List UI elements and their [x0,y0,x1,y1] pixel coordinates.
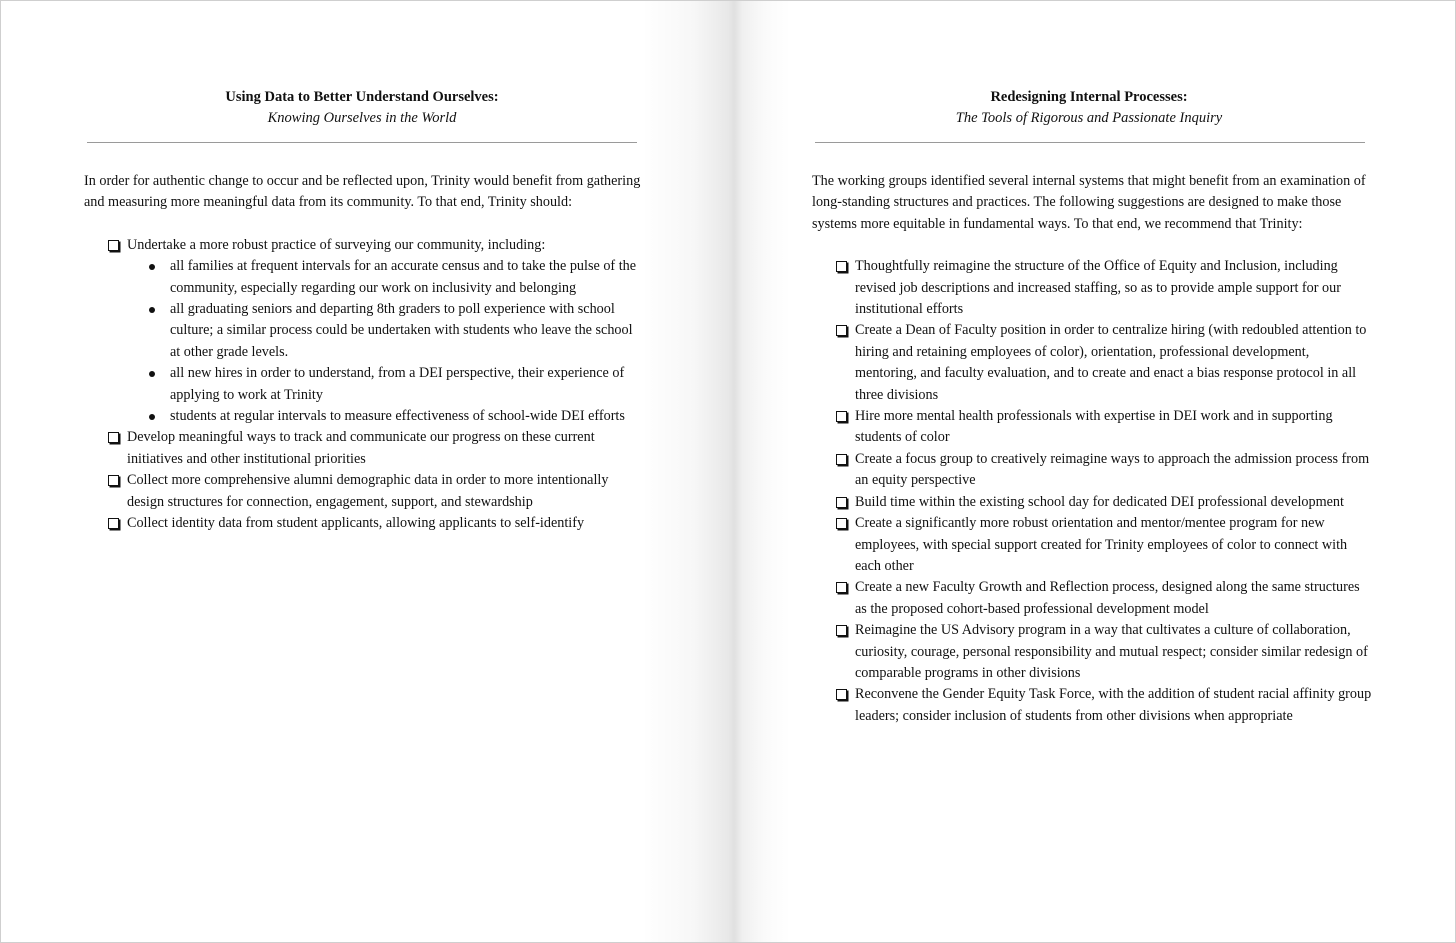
checkbox-icon [836,325,847,336]
sub-bullet-text: all families at frequent intervals for an accurate census and to take the pulse of the community, especially regarding our work on inclusivity and belonging [170,258,637,296]
checklist-item [812,492,1372,513]
left-page-header [87,87,637,129]
right-header-divider [815,142,1365,143]
checklist-item [812,449,1372,492]
checklist-item-text: Collect identity data from student applicants, allowing applicants to self-identify [127,515,585,532]
left-header-divider [87,142,637,143]
right-intro-paragraph: The working groups identified several internal systems that might benefit from an examination of long-standing structures and practices. The following suggestions are designed to make those systems more equitable in fundamental ways. To that end, we recommend that Trinity: [812,173,1366,232]
checklist-item-text: Create a new Faculty Growth and Reflection process, designed along the same structures as the proposed cohort-based professional development model [855,579,1360,617]
left-checklist [84,235,644,535]
sub-bullet-item [127,406,644,427]
checkbox-icon [836,582,847,593]
bullet-icon [149,307,155,313]
checklist-item-text: Develop meaningful ways to track and communicate our progress on these current initiatives and other institutional priorities [127,429,595,467]
checklist-item [84,470,644,513]
left-page-subtitle: Knowing Ourselves in the World [267,110,457,126]
bullet-icon [149,264,155,270]
sub-bullet-text: students at regular intervals to measure effectiveness of school-wide DEI efforts [170,408,625,425]
checkbox-icon [836,497,847,508]
checklist-item [812,620,1372,684]
checklist-item-text: Create a Dean of Faculty position in order to centralize hiring (with redoubled attention to hiring and retaining employees of color), orientation, professional development, mentoring, and faculty evaluation, and to create and enact a bias response protocol in all three divisions [855,322,1367,403]
checkbox-icon [836,625,847,636]
checkbox-icon [108,432,119,443]
checkbox-icon [836,518,847,529]
sub-bullet-item [127,299,644,363]
left-page-body [84,171,644,535]
sub-bullet-text: all new hires in order to understand, from a DEI perspective, their experience of applying to work at Trinity [170,365,625,403]
left-page-title: Using Data to Better Understand Ourselves: [225,89,499,105]
checklist-item [84,235,644,428]
checklist-item-text: Create a focus group to creatively reimagine ways to approach the admission process from an equity perspective [855,450,1370,489]
checklist-item-text: Build time within the existing school day for dedicated DEI professional development [855,493,1344,510]
left-page [1,1,721,942]
checklist-item-text: Thoughtfully reimagine the structure of the Office of Equity and Inclusion, including revised job descriptions and increased staffing, so as to provide ample support for our institutional efforts [855,258,1341,318]
checkbox-icon [108,240,119,251]
checkbox-icon [836,689,847,700]
sub-bullet-list [127,256,644,427]
right-page-header [813,87,1365,129]
checklist-item [812,577,1372,620]
sub-bullet-item [127,256,644,299]
checklist-item [84,513,644,534]
checklist-item [812,406,1372,449]
checklist-item [812,320,1372,406]
checklist-item [812,684,1372,727]
checkbox-icon [836,454,847,465]
right-checklist [812,256,1372,727]
right-page [729,1,1456,942]
right-page-subtitle: The Tools of Rigorous and Passionate Inquiry [955,110,1223,126]
checklist-item [84,427,644,470]
checklist-item-text: Reconvene the Gender Equity Task Force, with the addition of student racial affinity group leaders; consider inclusion of students from other divisions when appropriate [855,686,1372,724]
sub-bullet-text: all graduating seniors and departing 8th graders to poll experience with school culture; a similar process could be undertaken with students who leave the school at other grade levels. [170,301,633,360]
right-page-title: Redesigning Internal Processes: [990,89,1188,105]
checklist-item-text: Reimagine the US Advisory program in a way that cultivates a culture of collaboration, curiosity, courage, personal responsibility and mutual respect; consider similar redesign of comparable programs in other divisions [855,622,1368,681]
checklist-item [812,256,1372,320]
checkbox-icon [836,261,847,272]
sub-bullet-item [127,363,644,406]
checklist-item-text: Undertake a more robust practice of surveying our community, including: [127,236,546,253]
checklist-item-text: Create a significantly more robust orientation and mentor/mentee program for new employees, with special support created for Trinity employees of color to connect with each other [855,515,1348,574]
right-page-body [812,171,1372,727]
checkbox-icon [108,475,119,486]
checklist-item [812,513,1372,577]
bullet-icon [149,414,155,420]
checklist-item-text: Collect more comprehensive alumni demographic data in order to more intentionally design structures for connection, engagement, support, and stewardship [127,472,609,510]
bullet-icon [149,371,155,377]
left-intro-paragraph: In order for authentic change to occur and be reflected upon, Trinity would benefit from gathering and measuring more meaningful data from its community. To that end, Trinity should: [84,173,641,211]
checkbox-icon [108,518,119,529]
checklist-item-text: Hire more mental health professionals with expertise in DEI work and in supporting students of color [855,408,1333,446]
checkbox-icon [836,411,847,422]
